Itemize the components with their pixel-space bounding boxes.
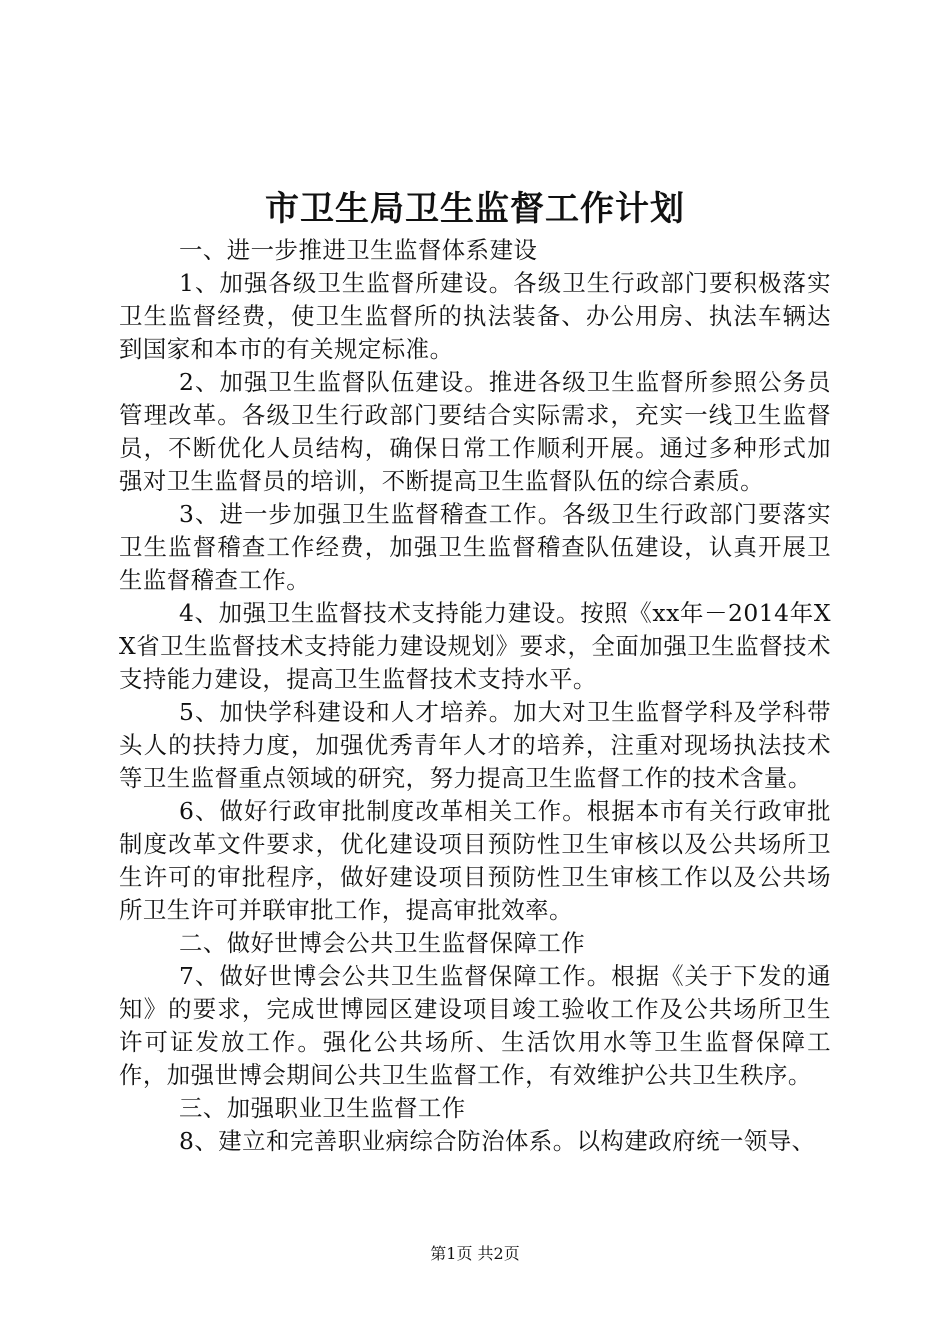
paragraph: 1、加强各级卫生监督所建设。各级卫生行政部门要积极落实卫生监督经费，使卫生监督所的执法装备、办公用房、执法车辆达到国家和本市的有关规定标准。 xyxy=(119,269,831,363)
section-heading: 一、进一步推进卫生监督体系建设 xyxy=(179,236,538,264)
page-footer: 第1页 共2页 xyxy=(430,1244,520,1263)
document-title: 市卫生局卫生监督工作计划 xyxy=(265,189,685,229)
paragraph: 6、做好行政审批制度改革相关工作。根据本市有关行政审批制度改革文件要求，优化建设项目预防性卫生审核以及公共场所卫生许可的审批程序，做好建设项目预防性卫生审核工作以及公共场所卫生许可并联审批工作，提高审批效率。 xyxy=(119,797,831,924)
paragraph: 5、加快学科建设和人才培养。加大对卫生监督学科及学科带头人的扶持力度，加强优秀青年人才的培养，注重对现场执法技术等卫生监督重点领域的研究，努力提高卫生监督工作的技术含量。 xyxy=(119,698,831,792)
document-body xyxy=(119,234,831,1158)
paragraph: 7、做好世博会公共卫生监督保障工作。根据《关于下发的通知》的要求，完成世博园区建设项目竣工验收工作及公共场所卫生许可证发放工作。强化公共场所、生活饮用水等卫生监督保障工作，加强世博会期间公共卫生监督工作，有效维护公共卫生秩序。 xyxy=(119,962,831,1089)
paragraph: 3、进一步加强卫生监督稽查工作。各级卫生行政部门要落实卫生监督稽查工作经费，加强卫生监督稽查队伍建设，认真开展卫生监督稽查工作。 xyxy=(119,500,831,594)
section-heading: 二、做好世博会公共卫生监督保障工作 xyxy=(179,929,586,957)
paragraph: 4、加强卫生监督技术支持能力建设。按照《xx年－2014年XX省卫生监督技术支持能力建设规划》要求，全面加强卫生监督技术支持能力建设，提高卫生监督技术支持水平。 xyxy=(119,599,831,693)
section-heading: 三、加强职业卫生监督工作 xyxy=(179,1094,466,1122)
paragraph: 2、加强卫生监督队伍建设。推进各级卫生监督所参照公务员管理改革。各级卫生行政部门要结合实际需求，充实一线卫生监督员，不断优化人员结构，确保日常工作顺利开展。通过多种形式加强对卫生监督员的培训，不断提高卫生监督队伍的综合素质。 xyxy=(119,368,831,495)
paragraph: 8、建立和完善职业病综合防治体系。以构建政府统一领导、 xyxy=(179,1127,816,1155)
